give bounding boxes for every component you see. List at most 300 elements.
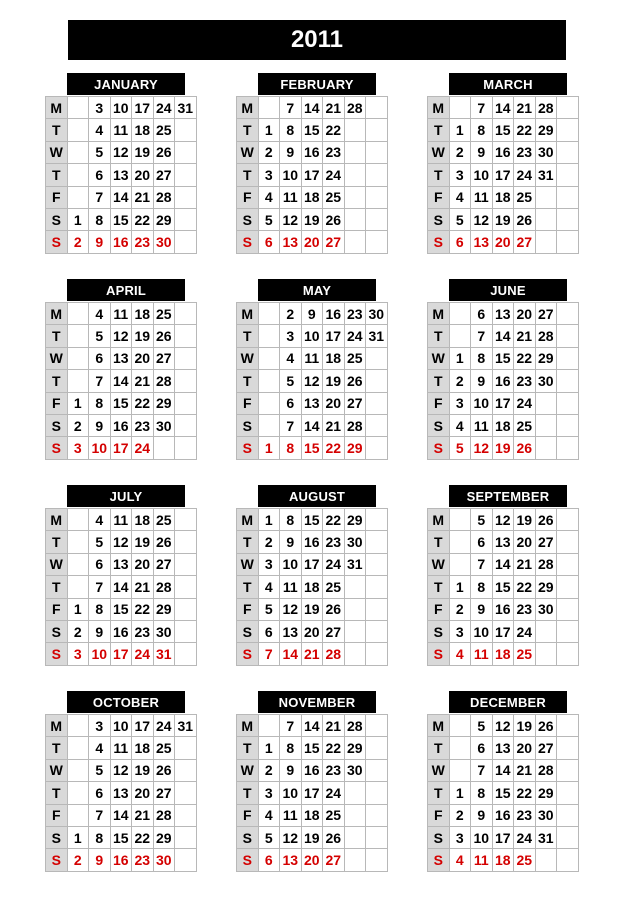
weekday-label: F [237, 392, 259, 414]
day-cell [535, 849, 557, 871]
week-row [428, 849, 579, 871]
day-cell [175, 119, 197, 141]
day-cell: 24 [344, 325, 366, 347]
weekday-label: S [46, 643, 68, 665]
day-cell [535, 231, 557, 253]
day-cell [258, 370, 280, 392]
day-cell [366, 643, 388, 665]
day-cell: 5 [258, 208, 280, 230]
day-cell: 23 [323, 759, 345, 781]
day-cell [366, 208, 388, 230]
day-cell: 22 [323, 437, 345, 459]
weekday-label: M [237, 715, 259, 737]
day-cell: 20 [323, 392, 345, 414]
day-cell [175, 643, 197, 665]
day-cell: 18 [301, 186, 323, 208]
day-cell: 26 [153, 325, 175, 347]
day-cell: 16 [492, 141, 514, 163]
day-cell [557, 347, 579, 369]
day-cell: 17 [110, 643, 132, 665]
month-day-table [45, 714, 197, 872]
day-cell: 4 [449, 643, 471, 665]
day-cell: 4 [89, 509, 111, 531]
day-cell: 30 [153, 414, 175, 436]
day-cell [449, 509, 471, 531]
day-cell: 11 [301, 347, 323, 369]
day-cell: 17 [492, 392, 514, 414]
day-cell: 16 [110, 231, 132, 253]
day-cell: 30 [153, 620, 175, 642]
day-cell: 15 [110, 826, 132, 848]
day-cell: 27 [344, 392, 366, 414]
day-cell [175, 208, 197, 230]
day-cell: 13 [301, 392, 323, 414]
day-cell: 13 [280, 849, 302, 871]
day-cell: 26 [323, 208, 345, 230]
day-cell [366, 804, 388, 826]
day-cell: 11 [471, 414, 493, 436]
weekday-label: W [428, 553, 450, 575]
day-cell: 20 [514, 303, 536, 325]
month-day-table [236, 714, 388, 872]
day-cell: 5 [258, 598, 280, 620]
day-cell [344, 598, 366, 620]
day-cell: 31 [366, 325, 388, 347]
day-cell [344, 620, 366, 642]
day-cell: 17 [132, 97, 154, 119]
day-cell: 29 [535, 576, 557, 598]
day-cell: 29 [535, 119, 557, 141]
weekday-label: S [237, 849, 259, 871]
month-header: AUGUST [258, 485, 376, 507]
day-cell: 27 [323, 620, 345, 642]
day-cell: 20 [301, 849, 323, 871]
week-row [46, 141, 197, 163]
weekday-label: T [46, 782, 68, 804]
day-cell [557, 325, 579, 347]
day-cell: 2 [67, 414, 89, 436]
day-cell: 3 [449, 826, 471, 848]
day-cell: 2 [258, 141, 280, 163]
day-cell [258, 414, 280, 436]
day-cell: 6 [258, 620, 280, 642]
day-cell: 30 [535, 804, 557, 826]
day-cell: 25 [514, 414, 536, 436]
day-cell: 2 [449, 370, 471, 392]
day-cell: 17 [323, 325, 345, 347]
day-cell [366, 231, 388, 253]
day-cell [67, 509, 89, 531]
day-cell [557, 97, 579, 119]
weekday-label: M [428, 509, 450, 531]
month-november [236, 691, 400, 881]
day-cell: 15 [110, 392, 132, 414]
day-cell: 21 [323, 97, 345, 119]
weekday-label: T [46, 119, 68, 141]
day-cell: 13 [110, 164, 132, 186]
week-row [237, 414, 388, 436]
day-cell: 14 [301, 414, 323, 436]
day-cell: 29 [153, 826, 175, 848]
day-cell [366, 620, 388, 642]
day-cell: 16 [110, 414, 132, 436]
day-cell: 9 [89, 620, 111, 642]
day-cell: 3 [258, 553, 280, 575]
week-row [46, 370, 197, 392]
day-cell: 1 [67, 208, 89, 230]
day-cell: 8 [89, 208, 111, 230]
week-row [237, 164, 388, 186]
day-cell: 12 [301, 370, 323, 392]
weekday-label: F [237, 598, 259, 620]
day-cell: 7 [471, 553, 493, 575]
day-cell: 4 [280, 347, 302, 369]
day-cell: 2 [449, 141, 471, 163]
day-cell [366, 392, 388, 414]
day-cell: 2 [258, 531, 280, 553]
day-cell: 12 [110, 325, 132, 347]
day-cell [366, 119, 388, 141]
weekday-label: T [428, 164, 450, 186]
month-february [236, 73, 400, 263]
weekday-label: M [46, 509, 68, 531]
day-cell: 31 [344, 553, 366, 575]
week-row [428, 531, 579, 553]
day-cell: 29 [153, 208, 175, 230]
day-cell: 6 [89, 553, 111, 575]
weekday-label: S [428, 643, 450, 665]
day-cell: 3 [280, 325, 302, 347]
day-cell: 16 [323, 303, 345, 325]
week-row [428, 782, 579, 804]
month-header: OCTOBER [67, 691, 185, 713]
day-cell: 14 [110, 804, 132, 826]
weekday-label: T [428, 119, 450, 141]
weekday-label: F [237, 186, 259, 208]
day-cell: 26 [535, 715, 557, 737]
day-cell [449, 97, 471, 119]
day-cell: 8 [280, 737, 302, 759]
day-cell: 19 [132, 325, 154, 347]
day-cell: 20 [132, 347, 154, 369]
day-cell: 31 [153, 643, 175, 665]
day-cell: 1 [449, 782, 471, 804]
day-cell [557, 737, 579, 759]
day-cell: 27 [535, 303, 557, 325]
weekday-label: S [46, 231, 68, 253]
week-row [46, 414, 197, 436]
day-cell: 25 [153, 303, 175, 325]
weekday-label: W [46, 759, 68, 781]
day-cell: 8 [89, 392, 111, 414]
weekday-label: S [237, 414, 259, 436]
day-cell [344, 208, 366, 230]
weekday-label: S [428, 620, 450, 642]
day-cell [67, 370, 89, 392]
day-cell [449, 759, 471, 781]
weekday-label: T [428, 325, 450, 347]
day-cell [344, 576, 366, 598]
day-cell [67, 186, 89, 208]
day-cell: 16 [301, 759, 323, 781]
week-row [46, 97, 197, 119]
weekday-label: S [46, 849, 68, 871]
day-cell [535, 414, 557, 436]
week-row [428, 643, 579, 665]
day-cell: 9 [89, 231, 111, 253]
week-row [237, 737, 388, 759]
day-cell [67, 782, 89, 804]
day-cell [344, 141, 366, 163]
month-header: JANUARY [67, 73, 185, 95]
weekday-label: M [237, 303, 259, 325]
day-cell: 19 [514, 715, 536, 737]
day-cell: 23 [132, 849, 154, 871]
week-row [428, 119, 579, 141]
day-cell: 5 [89, 531, 111, 553]
day-cell: 4 [258, 804, 280, 826]
day-cell: 20 [132, 782, 154, 804]
day-cell: 9 [471, 141, 493, 163]
weekday-label: F [46, 392, 68, 414]
weekday-label: T [46, 531, 68, 553]
day-cell: 13 [492, 303, 514, 325]
day-cell: 5 [471, 509, 493, 531]
day-cell [175, 620, 197, 642]
week-row [46, 759, 197, 781]
weekday-label: M [46, 715, 68, 737]
day-cell: 12 [471, 437, 493, 459]
day-cell: 28 [153, 576, 175, 598]
day-cell: 9 [471, 598, 493, 620]
day-cell: 16 [492, 804, 514, 826]
day-cell: 28 [344, 414, 366, 436]
day-cell: 6 [280, 392, 302, 414]
day-cell: 5 [449, 437, 471, 459]
week-row [46, 715, 197, 737]
weekday-label: T [428, 576, 450, 598]
day-cell [366, 97, 388, 119]
day-cell [366, 141, 388, 163]
day-cell: 27 [153, 164, 175, 186]
day-cell: 23 [514, 804, 536, 826]
day-cell: 3 [89, 715, 111, 737]
day-cell: 27 [153, 782, 175, 804]
week-row [237, 782, 388, 804]
weekday-label: T [237, 119, 259, 141]
week-row [237, 392, 388, 414]
week-row [46, 186, 197, 208]
day-cell: 24 [153, 715, 175, 737]
day-cell [67, 347, 89, 369]
week-row [428, 392, 579, 414]
week-row [237, 186, 388, 208]
weekday-label: M [237, 509, 259, 531]
day-cell: 6 [89, 164, 111, 186]
day-cell [557, 370, 579, 392]
day-cell: 20 [492, 231, 514, 253]
day-cell [67, 531, 89, 553]
day-cell [344, 164, 366, 186]
day-cell: 17 [492, 620, 514, 642]
day-cell [366, 370, 388, 392]
week-row [428, 598, 579, 620]
day-cell [175, 164, 197, 186]
day-cell: 18 [132, 119, 154, 141]
week-row [46, 737, 197, 759]
day-cell: 31 [175, 97, 197, 119]
weekday-label: W [428, 347, 450, 369]
weekday-label: F [428, 186, 450, 208]
day-cell [557, 553, 579, 575]
day-cell [175, 576, 197, 598]
weekday-label: T [237, 576, 259, 598]
weekday-label: S [428, 437, 450, 459]
day-cell: 15 [110, 598, 132, 620]
weekday-label: W [428, 141, 450, 163]
day-cell: 17 [301, 164, 323, 186]
day-cell: 19 [132, 141, 154, 163]
day-cell: 9 [89, 849, 111, 871]
day-cell: 6 [471, 303, 493, 325]
day-cell: 10 [471, 620, 493, 642]
day-cell: 25 [514, 186, 536, 208]
day-cell [366, 759, 388, 781]
day-cell: 11 [280, 186, 302, 208]
day-cell [175, 826, 197, 848]
day-cell: 20 [132, 553, 154, 575]
month-day-table [427, 302, 579, 460]
week-row [428, 414, 579, 436]
week-row [428, 715, 579, 737]
day-cell: 23 [514, 598, 536, 620]
week-row [46, 208, 197, 230]
day-cell: 10 [89, 643, 111, 665]
day-cell [557, 509, 579, 531]
day-cell: 28 [535, 553, 557, 575]
day-cell: 31 [175, 715, 197, 737]
week-row [46, 119, 197, 141]
day-cell: 23 [514, 141, 536, 163]
day-cell [557, 119, 579, 141]
week-row [46, 164, 197, 186]
day-cell [449, 737, 471, 759]
day-cell: 2 [449, 804, 471, 826]
weekday-label: S [428, 231, 450, 253]
month-december [427, 691, 591, 881]
day-cell [449, 531, 471, 553]
day-cell: 12 [471, 208, 493, 230]
month-header: MAY [258, 279, 376, 301]
weekday-label: T [46, 164, 68, 186]
day-cell: 24 [514, 826, 536, 848]
day-cell: 21 [132, 576, 154, 598]
month-day-table [45, 508, 197, 666]
day-cell: 18 [323, 347, 345, 369]
day-cell: 12 [280, 208, 302, 230]
month-day-table [427, 714, 579, 872]
week-row [46, 437, 197, 459]
day-cell: 10 [471, 392, 493, 414]
day-cell [366, 509, 388, 531]
day-cell [535, 620, 557, 642]
month-july [45, 485, 209, 675]
weekday-label: T [428, 531, 450, 553]
day-cell [366, 849, 388, 871]
day-cell: 26 [344, 370, 366, 392]
day-cell [175, 303, 197, 325]
week-row [428, 97, 579, 119]
day-cell: 25 [323, 186, 345, 208]
week-row [46, 643, 197, 665]
day-cell: 10 [280, 553, 302, 575]
week-row [237, 509, 388, 531]
week-row [237, 119, 388, 141]
day-cell [366, 531, 388, 553]
day-cell: 4 [89, 737, 111, 759]
weekday-label: T [46, 325, 68, 347]
day-cell: 8 [471, 119, 493, 141]
day-cell [535, 643, 557, 665]
day-cell: 4 [449, 414, 471, 436]
day-cell: 18 [132, 303, 154, 325]
day-cell [67, 715, 89, 737]
day-cell: 24 [323, 553, 345, 575]
week-row [428, 437, 579, 459]
day-cell: 26 [514, 208, 536, 230]
day-cell [557, 643, 579, 665]
day-cell: 6 [258, 231, 280, 253]
week-row [237, 826, 388, 848]
day-cell: 15 [492, 119, 514, 141]
day-cell: 16 [301, 141, 323, 163]
day-cell [175, 141, 197, 163]
day-cell: 21 [514, 325, 536, 347]
weekday-label: S [237, 620, 259, 642]
week-row [237, 849, 388, 871]
day-cell: 20 [301, 231, 323, 253]
week-row [237, 804, 388, 826]
week-row [46, 849, 197, 871]
day-cell [344, 804, 366, 826]
day-cell [67, 576, 89, 598]
day-cell: 8 [471, 347, 493, 369]
day-cell: 28 [323, 643, 345, 665]
weekday-label: T [46, 370, 68, 392]
day-cell: 11 [280, 576, 302, 598]
week-row [237, 576, 388, 598]
day-cell: 14 [301, 97, 323, 119]
day-cell: 8 [89, 826, 111, 848]
week-row [46, 576, 197, 598]
weekday-label: S [46, 414, 68, 436]
day-cell: 21 [132, 370, 154, 392]
day-cell: 1 [258, 437, 280, 459]
week-row [46, 804, 197, 826]
week-row [237, 620, 388, 642]
day-cell [175, 553, 197, 575]
day-cell: 13 [110, 782, 132, 804]
day-cell: 29 [344, 509, 366, 531]
day-cell: 29 [344, 437, 366, 459]
weekday-label: W [428, 759, 450, 781]
day-cell: 5 [280, 370, 302, 392]
day-cell [366, 782, 388, 804]
day-cell: 1 [449, 119, 471, 141]
day-cell: 9 [471, 370, 493, 392]
day-cell: 27 [323, 849, 345, 871]
day-cell: 18 [301, 804, 323, 826]
